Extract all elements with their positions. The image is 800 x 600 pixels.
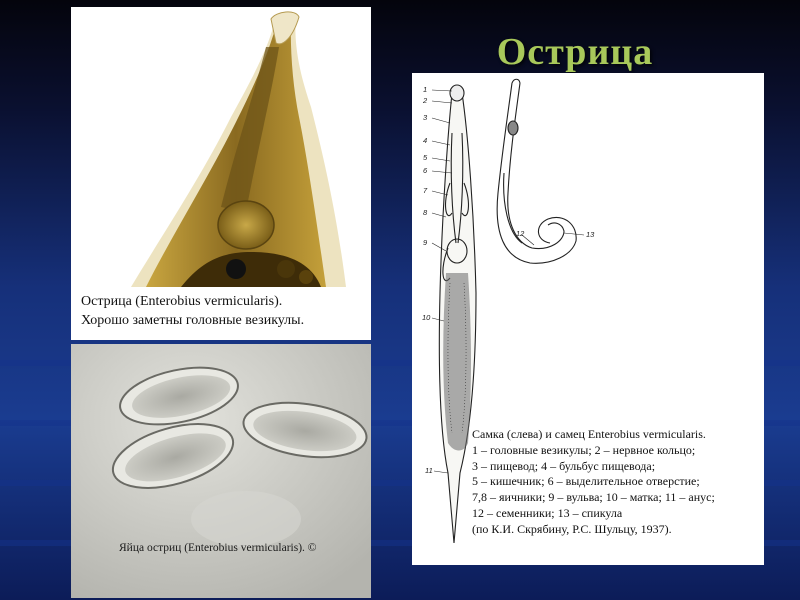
caption-line: 1 – головные везикулы; 2 – нервное кольцо; <box>472 442 696 457</box>
diagram-label: 7 <box>423 186 428 195</box>
diagram-label: 5 <box>423 153 428 162</box>
caption-line: 5 – кишечник; 6 – выделительное отверстие; <box>472 474 700 489</box>
diagram-label: 2 <box>423 96 428 105</box>
caption-line: Самка (слева) и самец Enterobius vermicularis. <box>472 427 706 441</box>
microscope-photo-eggs-icon <box>71 344 371 598</box>
slide-title: Острица <box>496 31 654 73</box>
head-photo-caption <box>81 292 366 330</box>
diagram-label: 6 <box>423 166 428 175</box>
diagram-label: 3 <box>423 113 428 122</box>
caption-line: 7,8 – яичники; 9 – вульва; 10 – матка; 11 – анус; <box>472 490 715 505</box>
diagram-caption <box>472 427 764 538</box>
diagram-label: 1 <box>423 85 428 94</box>
eggs-photo-caption: Яйца остриц (Enterobius vermicularis). © <box>119 542 317 554</box>
caption-line: 3 – пищевод; 4 – бульбус пищевода; <box>472 458 656 473</box>
diagram-label: 8 <box>423 208 428 217</box>
diagram-label: 9 <box>423 238 428 247</box>
diagram-label: 12 <box>516 229 525 238</box>
caption-line: (по К.И. Скрябину, Р.С. Шульцу, 1937). <box>472 521 672 536</box>
caption-line: Острица (Enterobius vermicularis). <box>81 294 283 309</box>
diagram-label: 4 <box>423 136 428 145</box>
head-photo-panel <box>71 7 371 340</box>
diagram-label: 10 <box>422 313 431 322</box>
microscope-photo-nematode-head-icon <box>71 7 371 287</box>
diagram-panel <box>412 73 764 565</box>
caption-line: 12 – семенники; 13 – спикула <box>472 505 623 520</box>
caption-line: Хорошо заметны головные везикулы. <box>81 313 305 328</box>
diagram-label: 13 <box>586 230 595 239</box>
diagram-label: 11 <box>425 466 433 475</box>
eggs-photo-panel <box>71 344 371 598</box>
